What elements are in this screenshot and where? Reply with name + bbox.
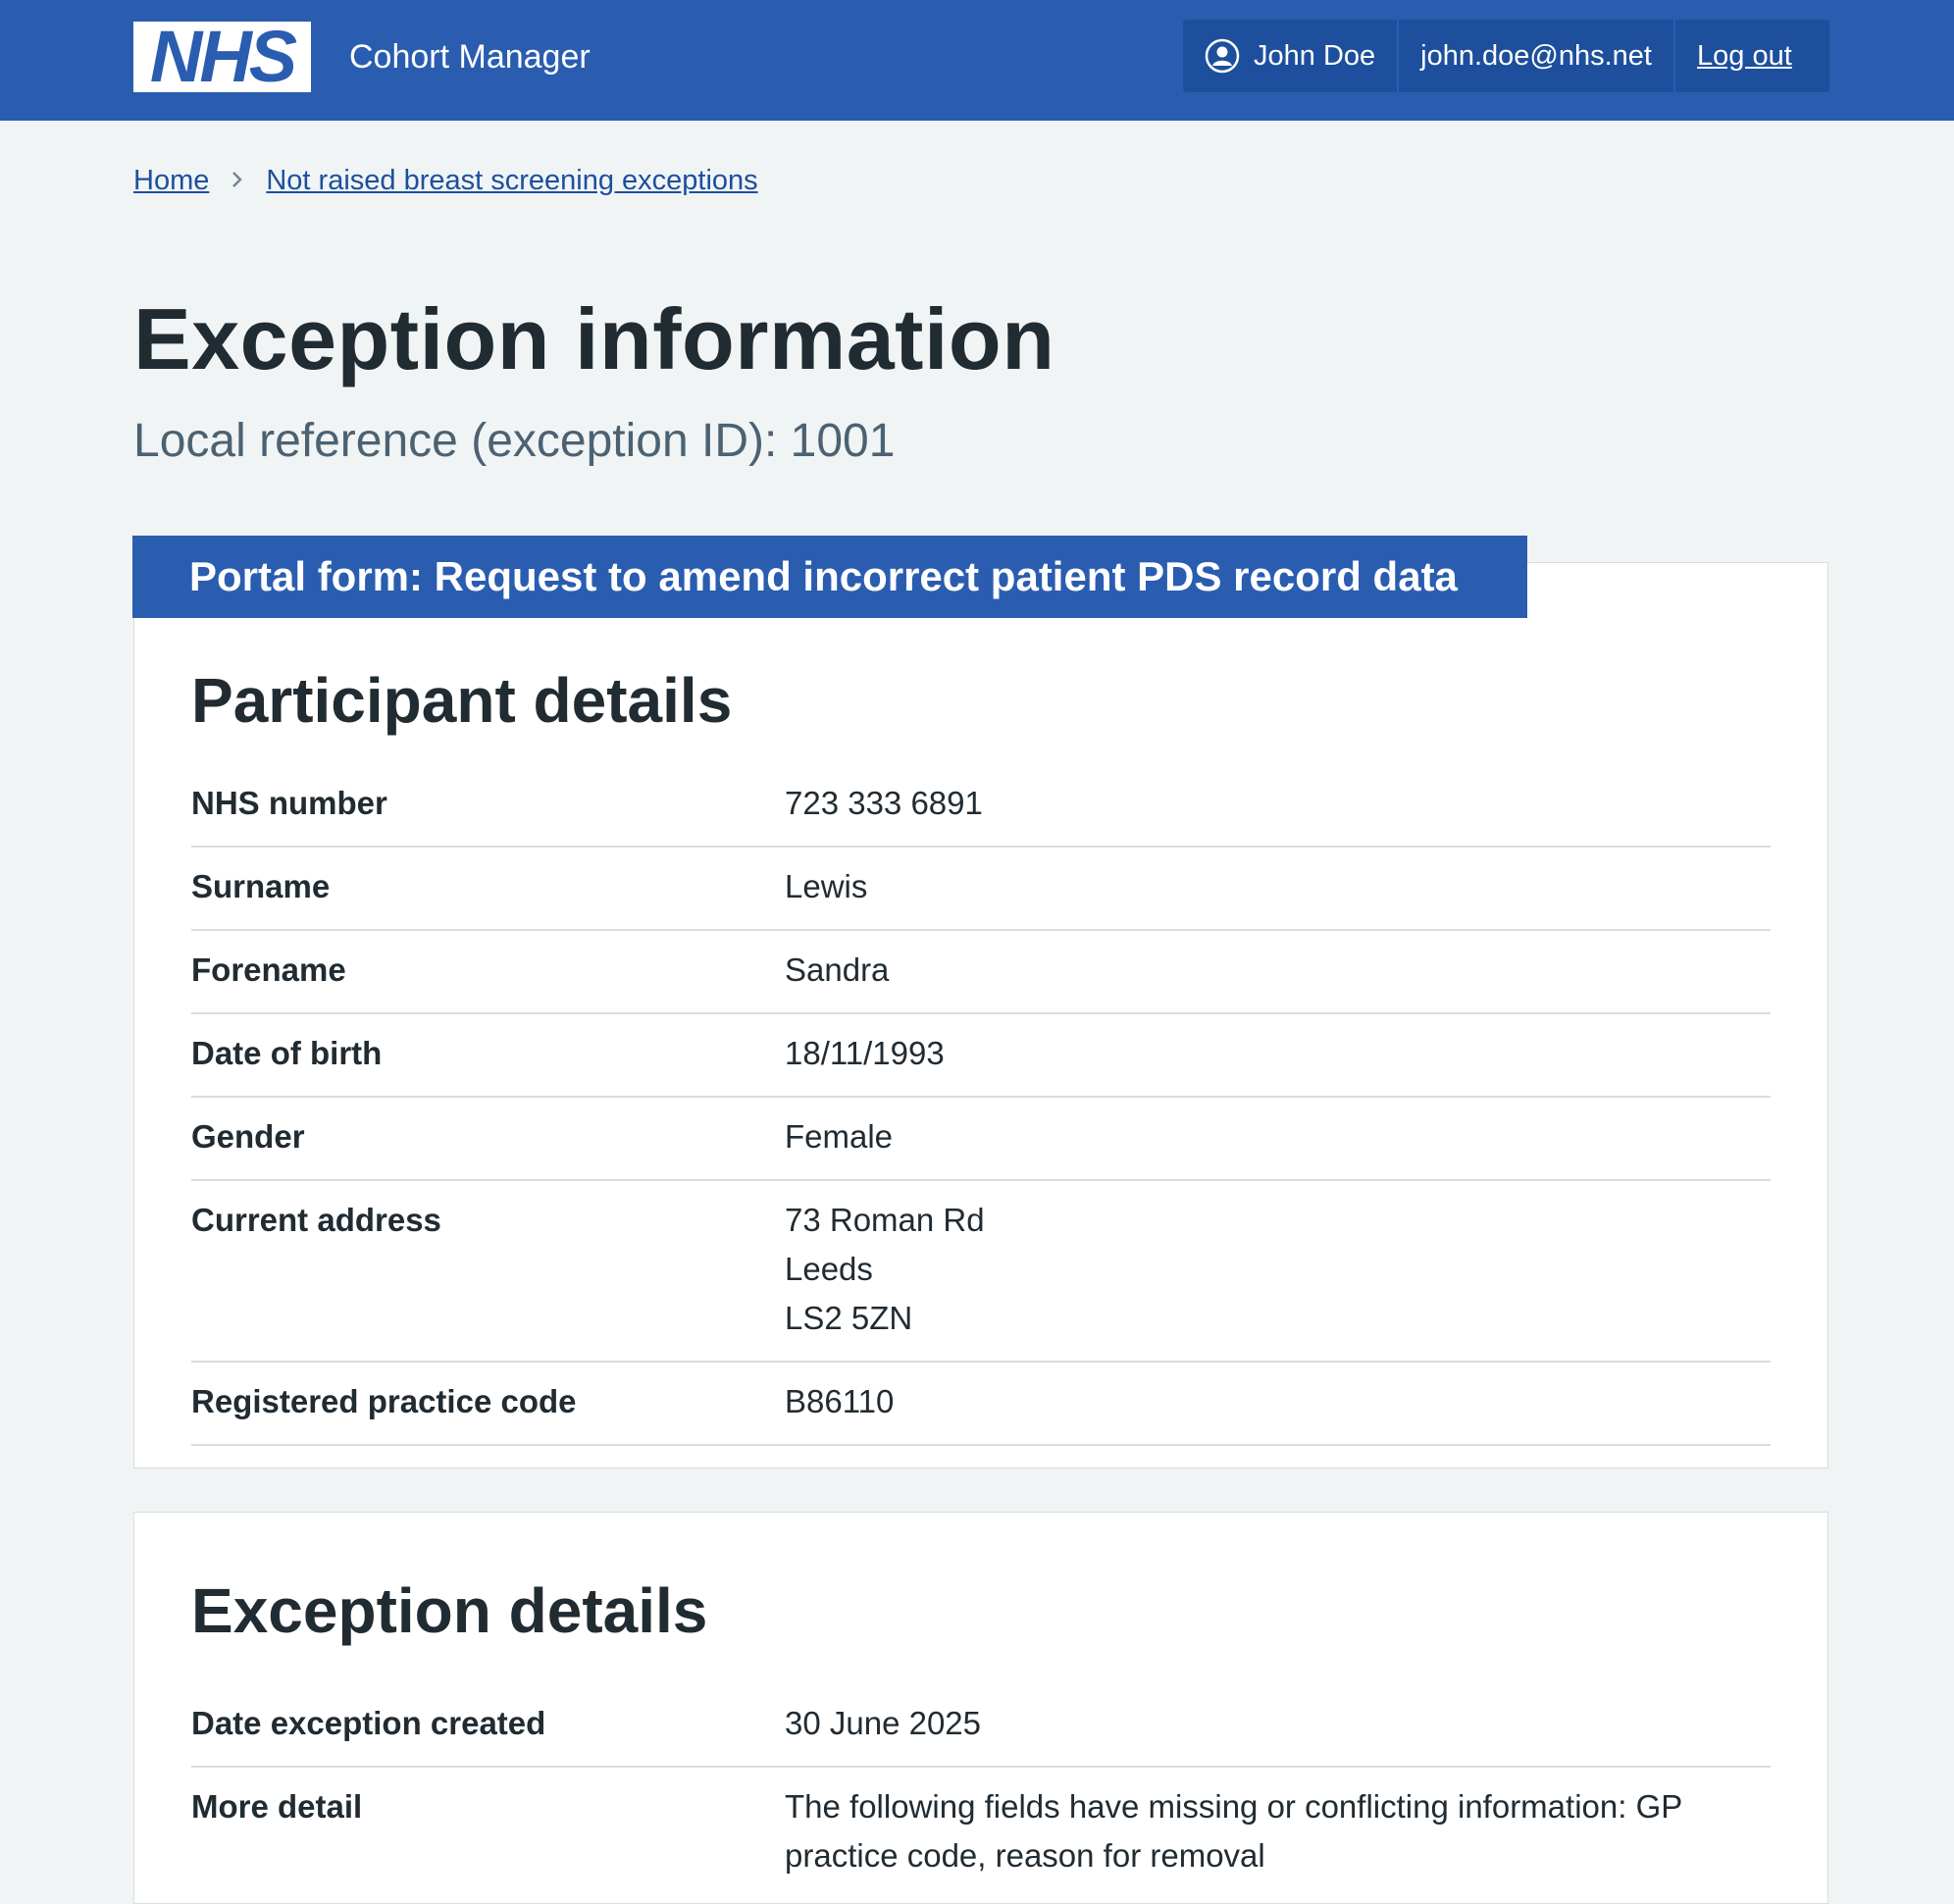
summary-key: Forename — [191, 952, 346, 988]
exception-details-title: Exception details — [191, 1575, 708, 1646]
service-name[interactable]: Cohort Manager — [349, 38, 591, 76]
summary-row-more-detail — [191, 1768, 1771, 1898]
summary-value: 723 333 6891 — [785, 785, 983, 821]
summary-row-current-address — [191, 1181, 1771, 1363]
logout-link[interactable]: Log out — [1697, 39, 1792, 72]
summary-row-surname — [191, 848, 1771, 931]
site-header — [0, 0, 1954, 121]
summary-value: Lewis — [785, 868, 868, 904]
account-email: john.doe@nhs.net — [1399, 20, 1675, 92]
summary-value: 30 June 2025 — [785, 1705, 982, 1741]
summary-value: 18/11/1993 — [785, 1035, 945, 1071]
summary-row-date-created — [191, 1684, 1771, 1768]
participant-details-title: Participant details — [191, 665, 733, 736]
summary-value-address — [785, 1196, 1771, 1343]
summary-key: NHS number — [191, 785, 387, 821]
summary-key: Gender — [191, 1118, 305, 1155]
summary-value: The following fields have missing or conflicting information: GP practice code, reason for removal — [785, 1788, 1682, 1874]
user-icon — [1205, 38, 1240, 74]
chevron-right-icon — [231, 166, 244, 196]
exception-summary-list — [191, 1684, 1771, 1898]
breadcrumb-exceptions-link[interactable]: Not raised breast screening exceptions — [266, 165, 758, 196]
nhs-logo[interactable] — [133, 16, 311, 97]
account-logout — [1675, 20, 1814, 92]
page-caption: Local reference (exception ID): 1001 — [133, 415, 896, 467]
summary-key: Date of birth — [191, 1035, 383, 1071]
summary-value: B86110 — [785, 1383, 895, 1419]
summary-key: Registered practice code — [191, 1383, 577, 1419]
summary-row-date-of-birth — [191, 1014, 1771, 1098]
breadcrumb-home-link[interactable]: Home — [133, 165, 210, 196]
breadcrumb — [133, 165, 758, 197]
address-line: LS2 5ZN — [785, 1300, 913, 1336]
summary-row-nhs-number — [191, 764, 1771, 848]
page-title: Exception information — [133, 290, 1055, 387]
portal-form-label: Portal form: Request to amend incorrect patient PDS record data — [132, 536, 1527, 618]
summary-value: Female — [785, 1118, 894, 1155]
summary-key: More detail — [191, 1788, 363, 1825]
summary-row-practice-code — [191, 1363, 1771, 1446]
participant-summary-list — [191, 764, 1771, 1446]
summary-key: Surname — [191, 868, 331, 904]
summary-value: Sandra — [785, 952, 890, 988]
address-line: Leeds — [785, 1251, 873, 1287]
summary-key: Date exception created — [191, 1705, 546, 1741]
exception-details-card — [133, 1512, 1828, 1904]
summary-row-gender — [191, 1098, 1771, 1181]
participant-details-card — [133, 562, 1828, 1468]
account-bar — [1183, 20, 1829, 92]
account-user-name: John Doe — [1254, 39, 1376, 72]
account-user — [1183, 20, 1399, 92]
address-line: 73 Roman Rd — [785, 1202, 985, 1238]
nhs-logo-text: NHS — [149, 16, 295, 97]
summary-row-forename — [191, 931, 1771, 1014]
summary-key: Current address — [191, 1202, 441, 1238]
